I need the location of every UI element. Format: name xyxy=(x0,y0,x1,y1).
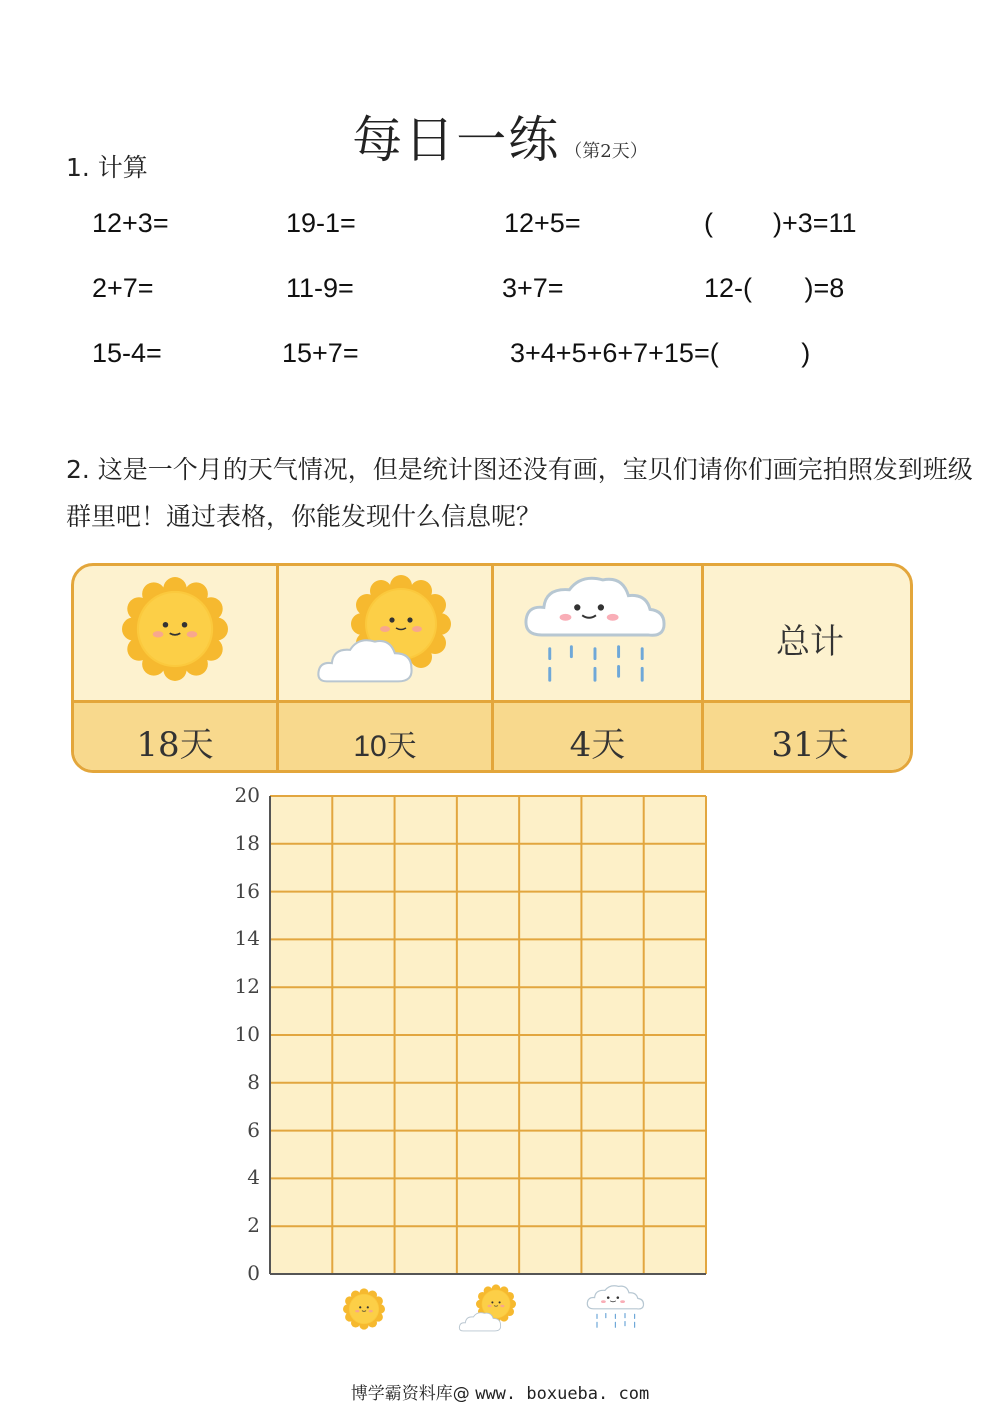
weather-cell-total xyxy=(704,566,913,700)
weather-table xyxy=(71,563,913,773)
rain-cloud-icon xyxy=(520,574,668,692)
table-divider xyxy=(701,566,704,770)
question-1-label: 1. 计算 xyxy=(66,153,148,182)
y-tick-label: 10 xyxy=(234,1022,260,1046)
problem: 15+7= xyxy=(282,338,359,368)
weather-cell-rainy xyxy=(494,566,701,700)
sun-icon xyxy=(122,576,228,682)
problem: 3+7= xyxy=(502,273,564,303)
footer-text: 博学霸资料库@ xyxy=(350,1384,476,1404)
weather-cell-sunny xyxy=(74,566,276,700)
count-cell xyxy=(279,703,491,773)
page-title xyxy=(0,100,1000,172)
count-partly-cloudy: 10天 xyxy=(353,730,417,763)
rain-cloud-icon xyxy=(581,1284,645,1336)
footer-url: www. boxueba. com xyxy=(475,1384,650,1404)
y-tick-label: 18 xyxy=(234,830,260,855)
y-tick-label: 2 xyxy=(247,1213,260,1238)
problem: 12+3= xyxy=(92,208,169,238)
problem: 12-( )=8 xyxy=(704,273,845,303)
problem: 3+4+5+6+7+15=( ) xyxy=(510,338,811,368)
title-main: 每日一练 xyxy=(352,111,561,169)
count-cell xyxy=(74,703,276,773)
y-tick-label: 8 xyxy=(247,1069,260,1094)
sun-icon xyxy=(331,1284,395,1336)
y-tick-label: 0 xyxy=(247,1261,260,1285)
problem: ( )+3=11 xyxy=(704,208,857,238)
chart-svg xyxy=(0,780,1000,1340)
count-rainy: 4天 xyxy=(569,725,626,765)
problem: 19-1= xyxy=(286,208,356,238)
y-tick-label: 20 xyxy=(234,783,260,807)
problem: 15-4= xyxy=(92,338,162,368)
y-tick-label: 6 xyxy=(247,1117,260,1142)
table-divider xyxy=(491,566,494,770)
question-2-text: 2. 这是一个月的天气情况，但是统计图还没有画，宝贝们请你们画完拍照发到班级群里吧！通过表格，你能发现什么信息呢？ xyxy=(66,455,973,531)
cloud-icon xyxy=(315,630,415,688)
bar-chart-grid xyxy=(0,780,1000,1340)
count-cell xyxy=(704,703,913,773)
table-divider xyxy=(276,566,279,770)
weather-cell-partly-cloudy xyxy=(279,566,491,700)
count-total: 31天 xyxy=(771,725,849,765)
y-tick-label: 4 xyxy=(247,1165,260,1190)
footer-watermark xyxy=(0,1379,1000,1404)
count-cell xyxy=(494,703,701,773)
title-subtitle: （第2天） xyxy=(564,141,648,162)
partly-cloudy-icon xyxy=(456,1284,520,1336)
y-tick-label: 16 xyxy=(234,878,260,903)
count-sunny: 18天 xyxy=(136,725,214,765)
y-tick-label: 12 xyxy=(234,974,260,999)
problem: 12+5= xyxy=(504,208,581,238)
total-label: 总计 xyxy=(776,622,844,662)
problem: 2+7= xyxy=(92,273,154,303)
problem: 11-9= xyxy=(286,273,354,303)
y-tick-label: 14 xyxy=(234,926,260,951)
